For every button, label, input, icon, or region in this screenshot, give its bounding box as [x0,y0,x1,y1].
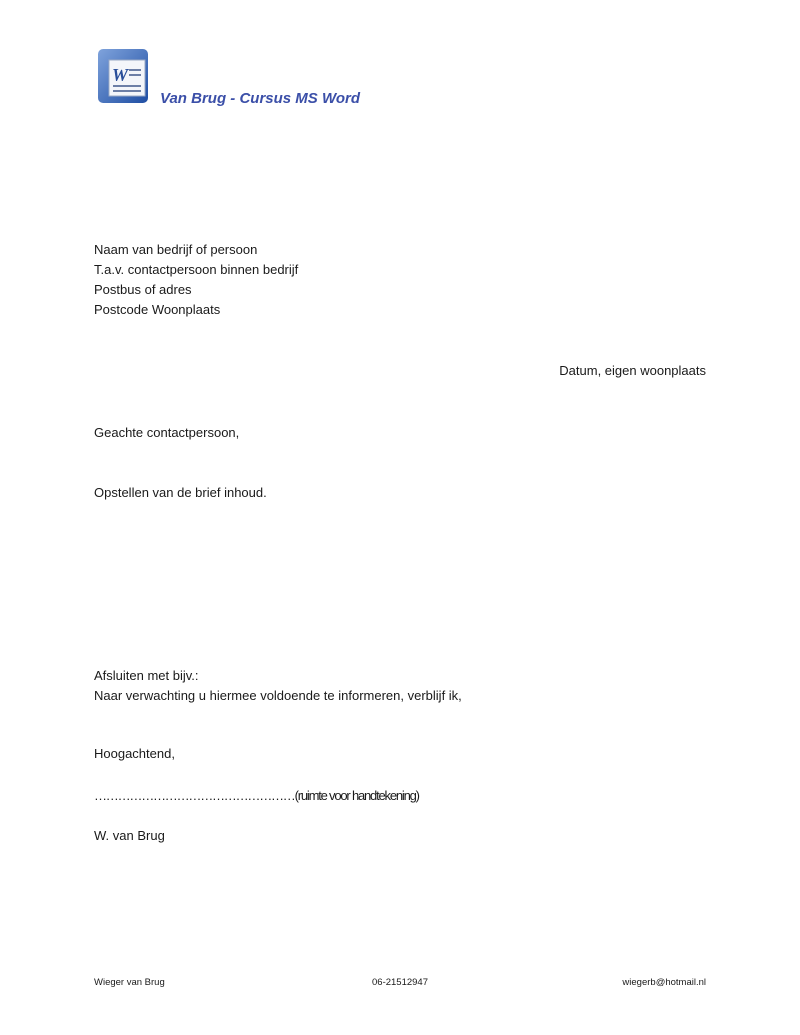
address-line-street: Postbus of adres [94,282,192,297]
address-line-attention: T.a.v. contactpersoon binnen bedrijf [94,262,299,277]
ms-word-icon [97,47,151,105]
closing-intro: Afsluiten met bijv.: [94,668,199,683]
address-line-name: Naam van bedrijf of persoon [94,242,258,257]
signature-line: ……………………………………………(ruimte voor handtekening) [94,788,419,803]
address-line-postcode: Postcode Woonplaats [94,302,221,317]
letter-body: Opstellen van de brief inhoud. [94,485,267,500]
salutation: Geachte contactpersoon, [94,425,240,440]
closing-greeting: Hoogachtend, [94,746,175,761]
footer-name: Wieger van Brug [94,977,165,988]
svg-text:W: W [112,65,129,85]
footer-email: wiegerb@hotmail.nl [622,977,706,988]
document-header-title: Van Brug - Cursus MS Word [160,90,361,107]
signer-name: W. van Brug [94,828,165,843]
closing-sentence: Naar verwachting u hiermee voldoende te informeren, verblijf ik, [94,688,462,703]
date-line: Datum, eigen woonplaats [559,363,706,378]
footer-phone: 06-21512947 [372,977,428,988]
